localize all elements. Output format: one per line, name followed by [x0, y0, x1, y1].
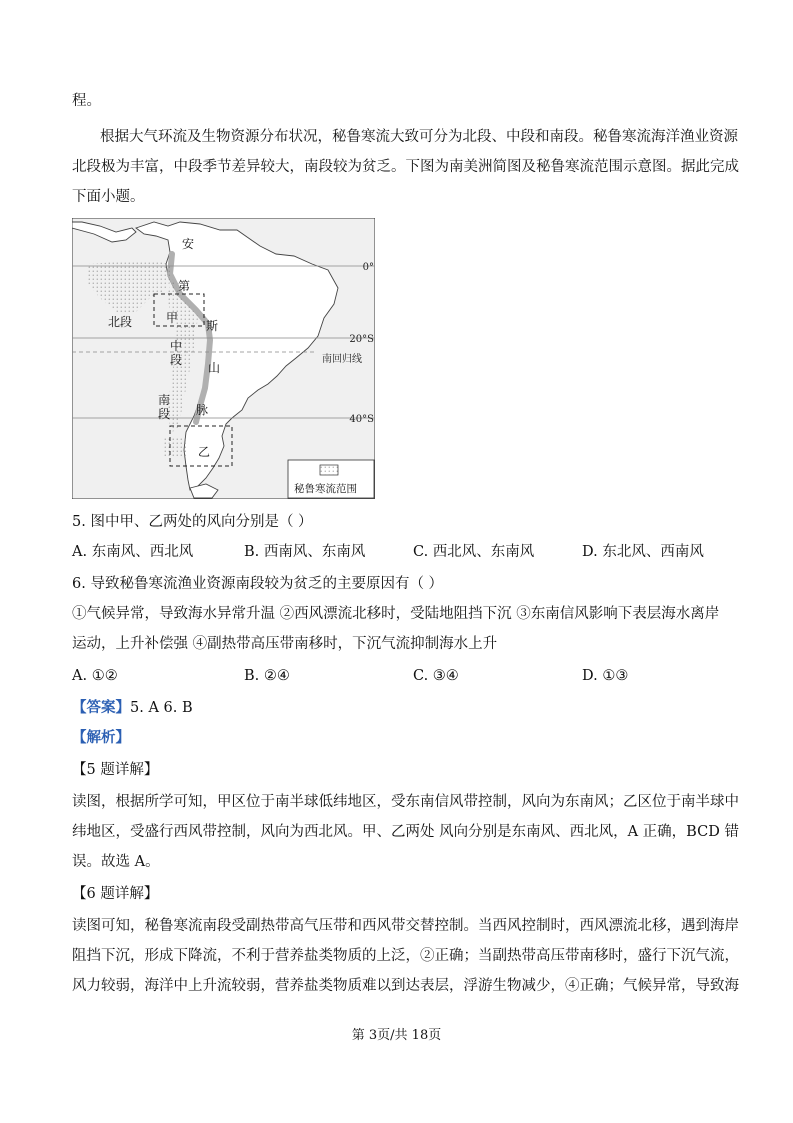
q5-detail-line: 纬地区，受盛行西风带控制，风向为西北风。甲、乙两处 风向分别是东南风、西北风，A 正确，BCD 错	[72, 824, 739, 840]
q5-option-a[interactable]: A. 东南风、西北风	[72, 544, 194, 560]
label-lat-40s: 40°S	[349, 414, 374, 425]
label-north-section: 北段	[108, 315, 133, 329]
answer-text: 5. A 6. B	[130, 700, 193, 716]
label-mid-1: 中	[170, 339, 183, 353]
label-lat-20s: 20°S	[349, 334, 374, 345]
label-south-1: 南	[158, 393, 171, 407]
q6-statement-line: ①气候异常，导致海水异常升温 ②西风漂流北移时，受陆地阻挡下沉 ③东南信风影响下表层海水离岸	[72, 606, 720, 622]
q6-option-c[interactable]: C. ③④	[413, 668, 459, 684]
label-shan: 山	[208, 361, 221, 375]
label-tropic: 南回归线	[322, 354, 362, 365]
label-lat-0: 0°	[362, 262, 374, 273]
intro-line: 下面小题。	[72, 189, 145, 205]
label-an: 安	[182, 237, 195, 251]
q6-detail-line: 读图可知，秘鲁寒流南段受副热带高气压带和西风带交替控制。当西风控制时，西风漂流北移，遇到海岸	[72, 918, 739, 934]
q5-option-d[interactable]: D. 东北风、西南风	[582, 544, 704, 560]
page-footer: 第 3页/共 18页	[351, 1028, 442, 1043]
question-6-stem: 6. 导致秘鲁寒流渔业资源南段较为贫乏的主要原因有（ ）	[72, 576, 444, 592]
intro-line: 北段极为丰富，中段季节差异较大，南段较为贫乏。下图为南美洲简图及秘鲁寒流范围示意图。据此完成	[72, 159, 739, 175]
q5-option-b[interactable]: B. 西南风、东南风	[244, 544, 366, 560]
answer-line	[72, 698, 193, 718]
legend-label: 秘鲁寒流范围	[294, 483, 357, 495]
answer-label: 【答案】	[72, 699, 130, 716]
label-south-2: 段	[158, 407, 171, 421]
q6-option-d[interactable]: D. ①③	[582, 668, 629, 684]
q6-option-a[interactable]: A. ①②	[72, 668, 118, 684]
intro-line: 根据大气环流及生物资源分布状况，秘鲁寒流大致可分为北段、中段和南段。秘鲁寒流海洋渔业资源	[100, 129, 738, 145]
legend-swatch	[320, 465, 338, 475]
label-si: 斯	[206, 319, 219, 333]
label-mid-2: 段	[170, 353, 183, 367]
q5-detail-line: 误。故选 A。	[72, 854, 160, 870]
q6-option-b[interactable]: B. ②④	[244, 668, 290, 684]
peru-current-south	[164, 436, 186, 458]
label-di: 第	[178, 279, 191, 293]
q6-detail-title: 【6 题详解】	[72, 886, 159, 902]
label-yi: 乙	[198, 445, 211, 459]
q5-option-c[interactable]: C. 西北风、东南风	[413, 544, 535, 560]
q6-statement-line: 运动，上升补偿强 ④副热带高压带南移时，下沉气流抑制海水上升	[72, 636, 498, 652]
question-5-stem: 5. 图中甲、乙两处的风向分别是（ ）	[72, 514, 313, 530]
analysis-label: 【解析】	[72, 729, 130, 746]
label-jia: 甲	[166, 311, 179, 325]
q6-detail-line: 阻挡下沉，形成下降流，不利于营养盐类物质的上泛，②正确；当副热带高压带南移时，盛行下沉气流，	[72, 948, 739, 964]
continued-text: 程。	[72, 93, 101, 109]
label-mai: 脉	[196, 403, 209, 417]
south-america-map	[72, 218, 375, 499]
q5-detail-line: 读图，根据所学可知，甲区位于南半球低纬地区，受东南信风带控制，风向为东南风；乙区位于南半球中	[72, 794, 739, 810]
q6-detail-line: 风力较弱，海洋中上升流较弱，营养盐类物质难以到达表层，浮游生物减少，④正确；气候异常，导致海	[72, 978, 739, 994]
q5-detail-title: 【5 题详解】	[72, 762, 159, 778]
